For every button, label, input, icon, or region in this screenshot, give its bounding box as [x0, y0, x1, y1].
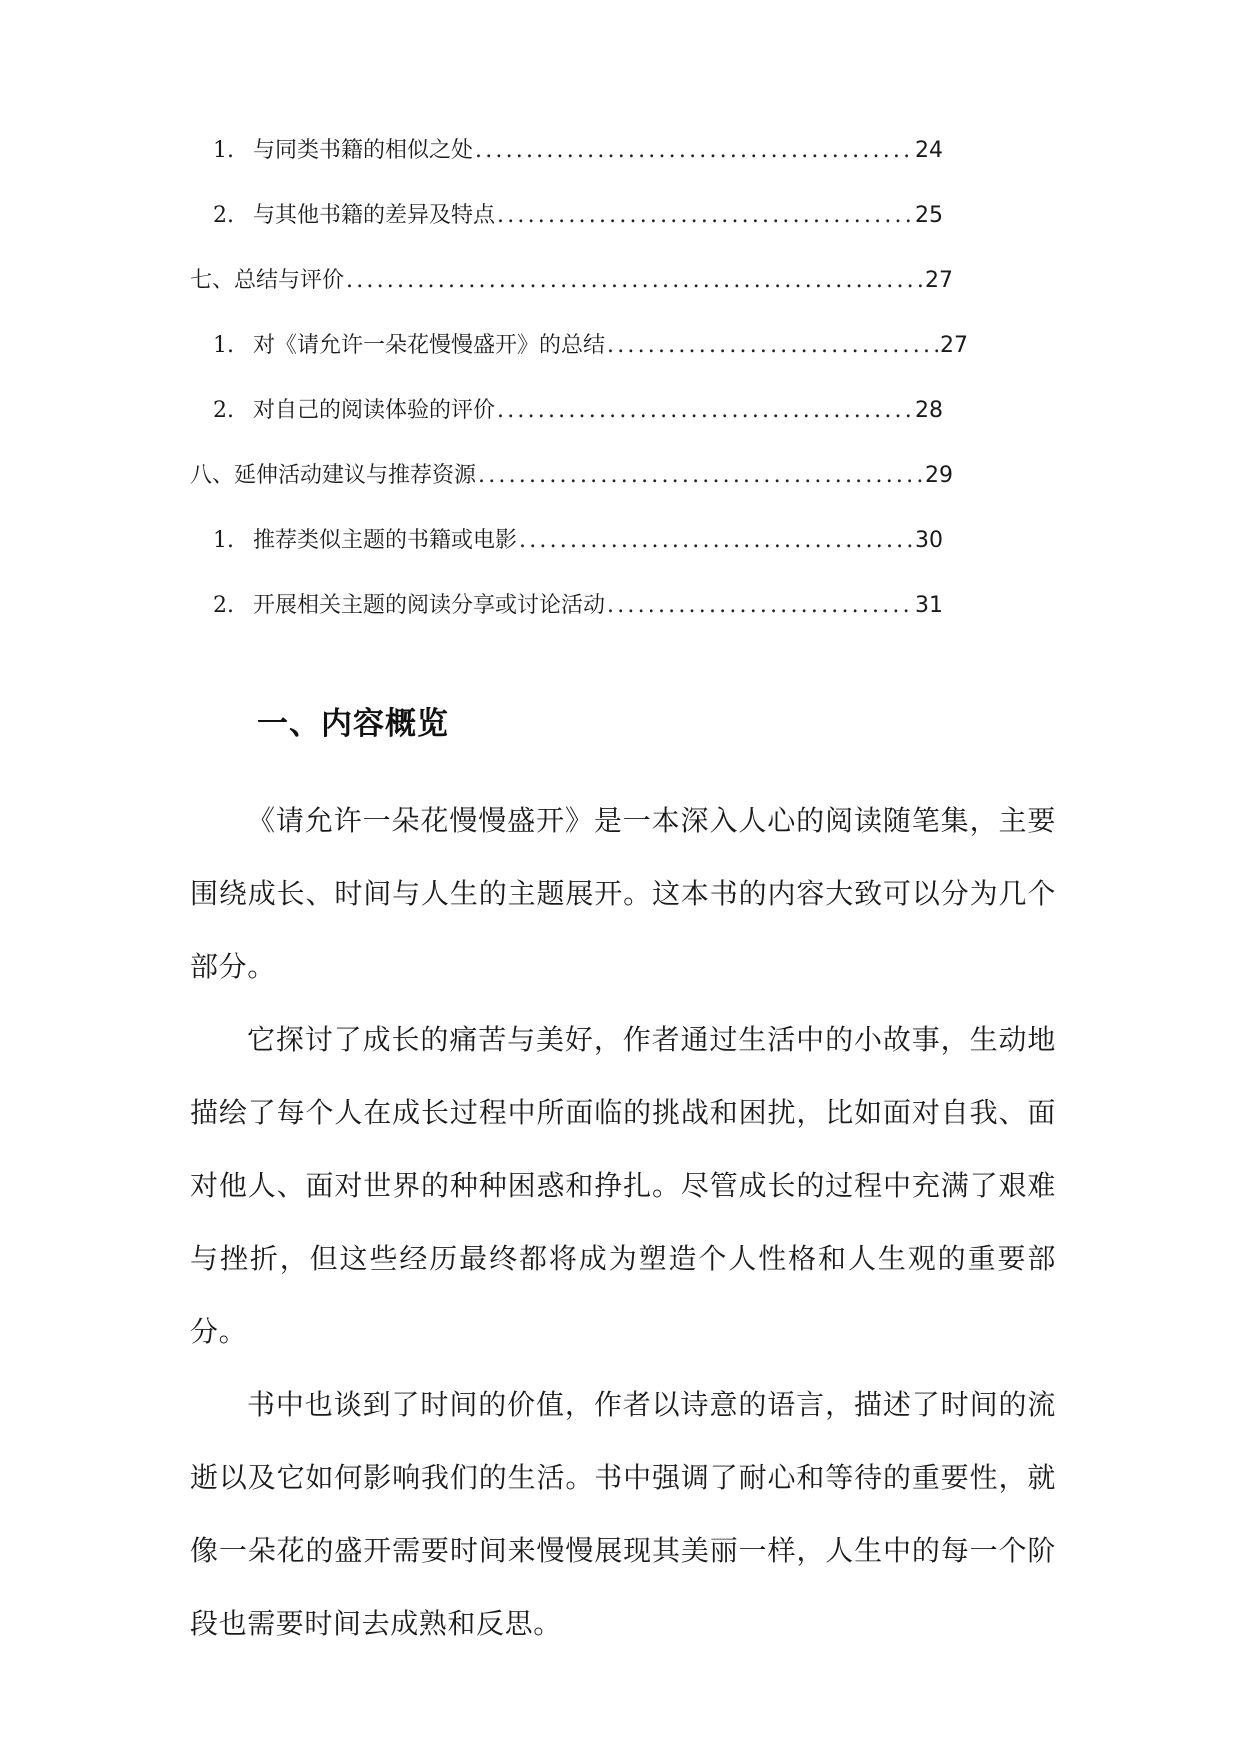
toc-entry-title: 对《请允许一朵花慢慢盛开》的总结: [253, 333, 606, 358]
toc-entry-number: 2.: [213, 203, 234, 228]
toc-dot-leader: [346, 266, 923, 296]
toc-entry-page: 25: [915, 203, 943, 228]
toc-entry-number: 1.: [213, 138, 234, 163]
body-paragraph: 它探讨了成长的痛苦与美好，作者通过生活中的小故事，生动地描绘了每个人在成长过程中所面临的挑战和困扰，比如面对自我、面对他人、面对世界的种种困惑和挣扎。尽管成长的过程中充满了艰难与挫折，但这些经历最终都将成为塑造个人性格和人生观的重要部分。: [190, 1023, 1056, 1348]
section-heading: 一、内容概览: [257, 706, 449, 742]
toc-entry[interactable]: [190, 266, 953, 296]
toc-entry-page: 31: [915, 593, 943, 618]
toc-entry[interactable]: [190, 461, 953, 491]
toc-entry-title: 七、总结与评价: [190, 268, 345, 293]
toc-dot-leader: [497, 396, 913, 426]
toc-dot-leader: [478, 461, 923, 491]
toc-dot-leader: [607, 591, 913, 621]
toc-dot-leader: [519, 526, 913, 556]
toc-entry-number: 1.: [213, 528, 234, 553]
table-of-contents: [0, 0, 1241, 650]
toc-entry-title: 与同类书籍的相似之处: [253, 138, 474, 163]
toc-entry-page: 27: [940, 333, 968, 358]
toc-dot-leader: [475, 136, 913, 166]
toc-entry-page: 30: [915, 528, 943, 553]
toc-entry-title: 开展相关主题的阅读分享或讨论活动: [253, 593, 606, 618]
toc-entry-number: 2.: [213, 398, 234, 423]
toc-entry-number: 2.: [213, 593, 234, 618]
toc-entry[interactable]: [213, 201, 943, 231]
toc-dot-leader: [497, 201, 913, 231]
toc-entry-title: 与其他书籍的差异及特点: [253, 203, 496, 228]
toc-entry-page: 28: [915, 398, 943, 423]
toc-entry-title: 八、延伸活动建议与推荐资源: [190, 463, 477, 488]
section-body: [190, 784, 1056, 1660]
toc-entry-page: 24: [915, 138, 943, 163]
toc-entry-page: 27: [925, 268, 953, 293]
toc-entry[interactable]: [213, 526, 943, 556]
toc-entry-page: 29: [925, 463, 953, 488]
body-paragraph: 《请允许一朵花慢慢盛开》是一本深入人心的阅读随笔集，主要围绕成长、时间与人生的主题展开。这本书的内容大致可以分为几个部分。: [190, 804, 1056, 983]
toc-entry-number: 1.: [213, 333, 234, 358]
toc-entry[interactable]: [213, 136, 943, 166]
toc-dot-leader: [607, 331, 938, 361]
toc-entry[interactable]: [213, 331, 968, 361]
toc-entry-title: 对自己的阅读体验的评价: [253, 398, 496, 423]
toc-entry[interactable]: [213, 396, 943, 426]
toc-entry-title: 推荐类似主题的书籍或电影: [253, 528, 518, 553]
body-paragraph: 书中也谈到了时间的价值，作者以诗意的语言，描述了时间的流逝以及它如何影响我们的生活。书中强调了耐心和等待的重要性，就像一朵花的盛开需要时间来慢慢展现其美丽一样，人生中的每一个阶段也需要时间去成熟和反思。: [190, 1388, 1056, 1640]
toc-entry[interactable]: [213, 591, 943, 621]
